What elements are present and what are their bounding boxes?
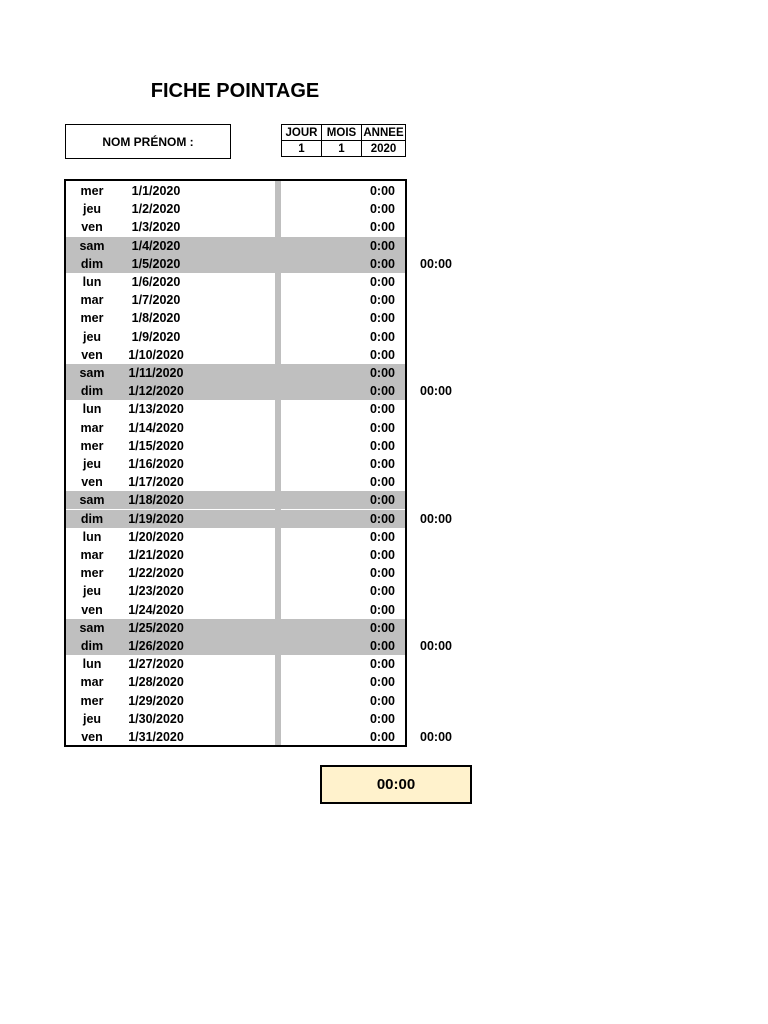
table-row	[66, 510, 405, 528]
date-cell: 1/11/2020	[128, 366, 184, 380]
day-name-cell: lun	[82, 657, 102, 672]
day-name-cell: ven	[81, 475, 103, 490]
week-total: 00:00	[420, 730, 452, 744]
hours-cell[interactable]: 0:00	[369, 311, 395, 326]
month-value[interactable]: 1	[322, 141, 362, 157]
day-name-cell: lun	[82, 529, 102, 544]
date-cell: 1/27/2020	[128, 657, 184, 672]
date-cell: 1/10/2020	[128, 347, 184, 362]
table-row	[66, 328, 405, 346]
day-name-cell: ven	[81, 730, 103, 744]
date-cell: 1/15/2020	[128, 438, 184, 453]
date-cell: 1/12/2020	[128, 384, 184, 399]
date-cell: 1/28/2020	[128, 675, 184, 690]
hours-cell[interactable]: 0:00	[369, 329, 395, 344]
table-row	[66, 218, 405, 236]
day-name-cell: sam	[79, 366, 105, 380]
date-header-table	[281, 124, 406, 157]
date-cell: 1/25/2020	[128, 620, 184, 635]
day-name-cell: dim	[80, 256, 104, 271]
day-name-cell: sam	[79, 493, 105, 508]
month-header: MOIS	[322, 125, 362, 141]
day-name-cell: dim	[80, 639, 104, 653]
table-row	[66, 601, 405, 619]
day-name-cell: jeu	[82, 329, 102, 344]
hours-cell[interactable]: 0:00	[369, 220, 395, 235]
date-cell: 1/4/2020	[131, 238, 181, 253]
day-name-cell: mer	[80, 438, 104, 453]
day-header: JOUR	[282, 125, 322, 141]
grand-total-box	[320, 765, 472, 804]
week-total: 00:00	[420, 384, 452, 399]
hours-cell[interactable]: 0:00	[369, 657, 395, 672]
hours-cell[interactable]: 0:00	[369, 438, 395, 453]
date-cell: 1/31/2020	[128, 730, 184, 744]
day-name-cell: jeu	[82, 202, 102, 217]
table-row	[66, 346, 405, 364]
table-row	[66, 546, 405, 564]
day-name-cell: mar	[80, 675, 104, 690]
table-row	[66, 455, 405, 473]
hours-cell[interactable]: 0:00	[369, 366, 395, 380]
hours-cell[interactable]: 0:00	[369, 711, 395, 726]
hours-cell[interactable]: 0:00	[369, 293, 395, 308]
day-name-cell: sam	[79, 620, 105, 635]
day-name-cell: dim	[80, 384, 104, 399]
table-row	[66, 473, 405, 491]
date-cell: 1/13/2020	[128, 402, 184, 417]
table-row	[66, 291, 405, 309]
name-field[interactable]	[65, 124, 231, 159]
day-name-cell: sam	[79, 238, 105, 253]
hours-cell[interactable]: 0:00	[369, 529, 395, 544]
table-row	[66, 419, 405, 437]
hours-cell[interactable]: 0:00	[369, 256, 395, 271]
week-total: 00:00	[420, 256, 452, 271]
hours-cell[interactable]: 0:00	[369, 475, 395, 490]
date-cell: 1/17/2020	[128, 475, 184, 490]
day-name-cell: mar	[80, 420, 104, 435]
table-row	[66, 728, 405, 746]
table-row	[66, 400, 405, 418]
table-row	[66, 237, 405, 255]
hours-cell[interactable]: 0:00	[369, 566, 395, 581]
day-name-cell: dim	[80, 511, 104, 526]
date-cell: 1/9/2020	[131, 329, 181, 344]
table-row	[66, 637, 405, 655]
date-cell: 1/30/2020	[128, 711, 184, 726]
day-name-cell: jeu	[82, 457, 102, 471]
day-name-cell: jeu	[82, 711, 102, 726]
table-row	[66, 255, 405, 273]
date-cell: 1/20/2020	[128, 529, 184, 544]
day-name-cell: lun	[82, 275, 102, 289]
table-row	[66, 673, 405, 691]
hours-cell[interactable]: 0:00	[369, 420, 395, 435]
week-total: 00:00	[420, 639, 452, 653]
date-cell: 1/14/2020	[128, 420, 184, 435]
table-row	[66, 619, 405, 637]
hours-cell[interactable]: 0:00	[369, 402, 395, 417]
date-cell: 1/18/2020	[128, 493, 184, 508]
table-row	[66, 200, 405, 218]
hours-cell[interactable]: 0:00	[369, 275, 395, 289]
date-cell: 1/5/2020	[131, 256, 181, 271]
date-cell: 1/7/2020	[131, 293, 181, 308]
date-cell: 1/24/2020	[128, 602, 184, 617]
day-name-cell: ven	[81, 347, 103, 362]
day-name-cell: mar	[80, 293, 104, 308]
hours-cell[interactable]: 0:00	[369, 693, 395, 708]
table-row	[66, 364, 405, 382]
table-row	[66, 655, 405, 673]
hours-cell[interactable]: 0:00	[369, 548, 395, 562]
date-cell: 1/6/2020	[131, 275, 181, 289]
year-value[interactable]: 2020	[362, 141, 406, 157]
date-cell: 1/23/2020	[128, 584, 184, 599]
date-cell: 1/2/2020	[131, 202, 181, 217]
day-name-cell: mer	[80, 566, 104, 581]
table-row	[66, 692, 405, 710]
grand-total-value: 00:00	[376, 776, 416, 793]
hours-cell[interactable]: 0:00	[369, 202, 395, 217]
table-row	[66, 710, 405, 728]
hours-cell[interactable]: 0:00	[369, 184, 395, 198]
day-name-cell: mer	[80, 184, 104, 198]
day-name-cell: lun	[82, 402, 102, 417]
day-name-cell: mar	[80, 548, 104, 562]
table-row	[66, 491, 405, 509]
hours-cell[interactable]: 0:00	[369, 347, 395, 362]
name-label: NOM PRÉNOM :	[102, 134, 194, 149]
table-row	[66, 582, 405, 600]
day-name-cell: mer	[80, 311, 104, 326]
week-total: 00:00	[420, 511, 452, 526]
date-cell: 1/29/2020	[128, 693, 184, 708]
date-cell: 1/8/2020	[131, 311, 181, 326]
table-row	[66, 564, 405, 582]
hours-cell[interactable]: 0:00	[369, 639, 395, 653]
date-cell: 1/1/2020	[131, 184, 181, 198]
timesheet-table	[64, 179, 407, 747]
date-cell: 1/21/2020	[128, 548, 184, 562]
table-row	[66, 437, 405, 455]
hours-cell[interactable]: 0:00	[369, 511, 395, 526]
day-name-cell: ven	[81, 220, 103, 235]
date-cell: 1/22/2020	[128, 566, 184, 581]
page-title: FICHE POINTAGE	[150, 80, 320, 102]
day-value[interactable]: 1	[282, 141, 322, 157]
table-row	[66, 182, 405, 200]
date-cell: 1/26/2020	[128, 639, 184, 653]
hours-cell[interactable]: 0:00	[369, 493, 395, 508]
hours-cell[interactable]: 0:00	[369, 584, 395, 599]
day-name-cell: mer	[80, 693, 104, 708]
day-name-cell: jeu	[82, 584, 102, 599]
hours-cell[interactable]: 0:00	[369, 384, 395, 399]
day-name-cell: ven	[81, 602, 103, 617]
hours-cell[interactable]: 0:00	[369, 675, 395, 690]
table-row	[66, 273, 405, 291]
table-row	[66, 528, 405, 546]
hours-cell[interactable]: 0:00	[369, 620, 395, 635]
hours-cell[interactable]: 0:00	[369, 457, 395, 471]
table-row	[66, 382, 405, 400]
date-cell: 1/19/2020	[128, 511, 184, 526]
table-row	[66, 309, 405, 327]
year-header: ANNEE	[363, 126, 404, 139]
date-cell: 1/16/2020	[128, 457, 184, 471]
hours-cell[interactable]: 0:00	[369, 730, 395, 744]
hours-cell[interactable]: 0:00	[369, 238, 395, 253]
date-cell: 1/3/2020	[131, 220, 181, 235]
hours-cell[interactable]: 0:00	[369, 602, 395, 617]
